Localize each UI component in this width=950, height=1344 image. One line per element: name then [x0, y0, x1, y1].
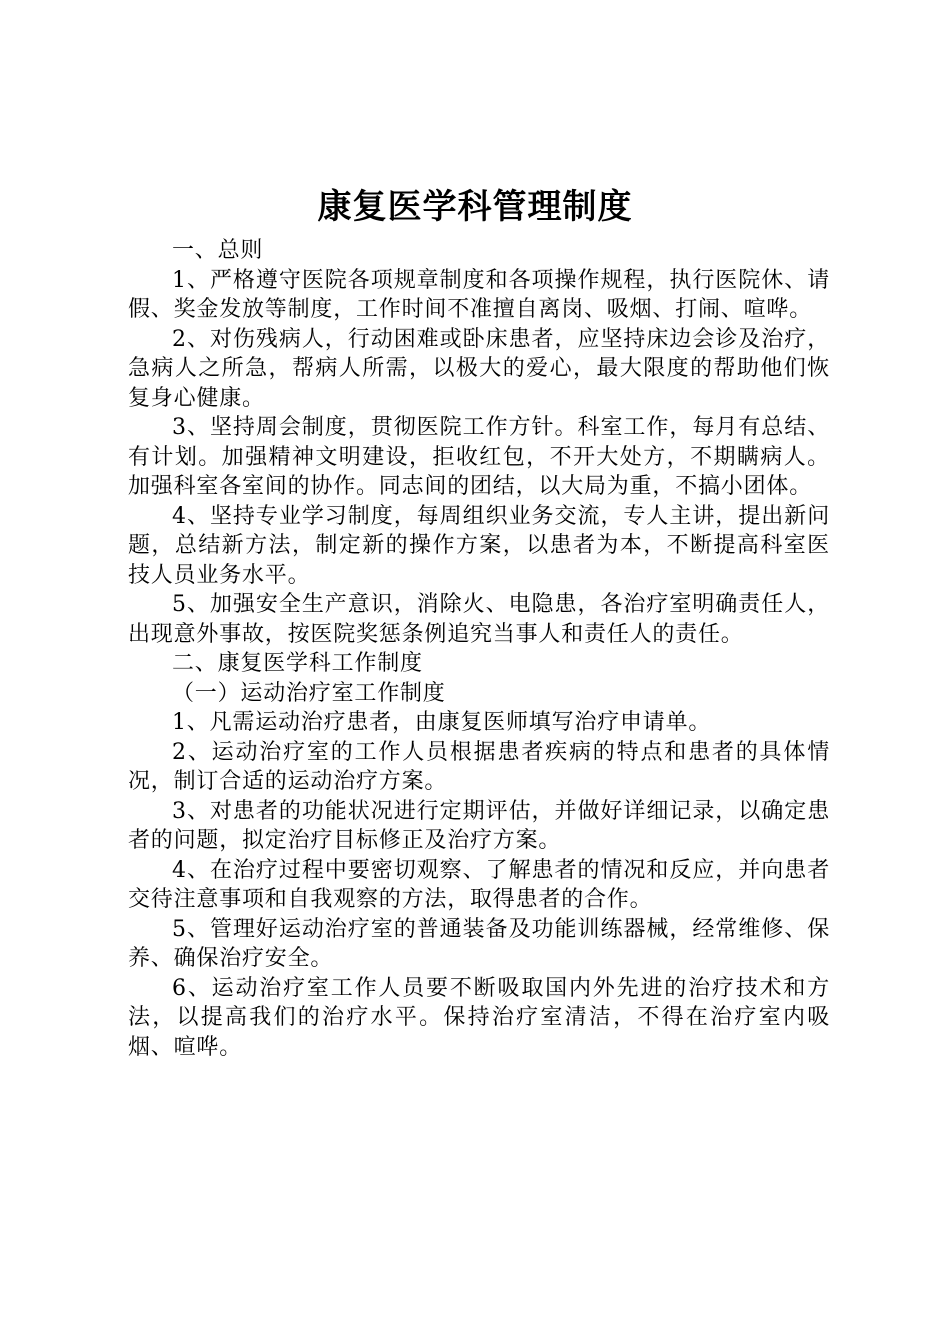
paragraph-therapy-3: 3、对患者的功能状况进行定期评估，并做好详细记录，以确定患者的问题，拟定治疗目标修正及治疗方案。 [128, 798, 830, 853]
section-heading-general: 一、总则 [172, 238, 264, 263]
paragraph-rule-4: 4、坚持专业学习制度，每周组织业务交流，专人主讲，提出新问题，总结新方法，制定新的操作方案，以患者为本，不断提高科室医技人员业务水平。 [128, 503, 830, 588]
paragraph-therapy-2: 2、运动治疗室的工作人员根据患者疾病的特点和患者的具体情况，制订合适的运动治疗方案。 [128, 739, 830, 794]
paragraph-therapy-1: 1、凡需运动治疗患者，由康复医师填写治疗申请单。 [172, 710, 712, 735]
subsection-heading-exercise-therapy: （一）运动治疗室工作制度 [172, 680, 446, 706]
paragraph-therapy-5: 5、管理好运动治疗室的普通装备及功能训练器械，经常维修、保养、确保治疗安全。 [128, 916, 830, 971]
document-title: 康复医学科管理制度 [317, 187, 633, 227]
paragraph-therapy-6: 6、运动治疗室工作人员要不断吸取国内外先进的治疗技术和方法，以提高我们的治疗水平。保持治疗室清洁，不得在治疗室内吸烟、喧哗。 [128, 975, 830, 1060]
paragraph-rule-5: 5、加强安全生产意识，消除火、电隐患，各治疗室明确责任人，出现意外事故，按医院奖惩条例追究当事人和责任人的责任。 [128, 592, 830, 647]
paragraph-rule-3: 3、坚持周会制度，贯彻医院工作方针。科室工作，每月有总结、有计划。加强精神文明建设，拒收红包，不开大处方，不期瞒病人。加强科室各室间的协作。同志间的团结，以大局为重，不搞小团体。 [128, 415, 830, 499]
document-body [128, 236, 830, 1062]
paragraph-rule-2: 2、对伤残病人，行动困难或卧床患者，应坚持床边会诊及治疗，急病人之所急，帮病人所需，以极大的爱心，最大限度的帮助他们恢复身心健康。 [128, 326, 830, 411]
section-heading-work-rules: 二、康复医学科工作制度 [172, 651, 423, 676]
paragraph-therapy-4: 4、在治疗过程中要密切观察、了解患者的情况和反应，并向患者交待注意事项和自我观察的方法，取得患者的合作。 [128, 857, 830, 912]
paragraph-rule-1: 1、严格遵守医院各项规章制度和各项操作规程，执行医院休、请假、奖金发放等制度，工作时间不准擅自离岗、吸烟、打闹、喧哗。 [128, 267, 830, 322]
